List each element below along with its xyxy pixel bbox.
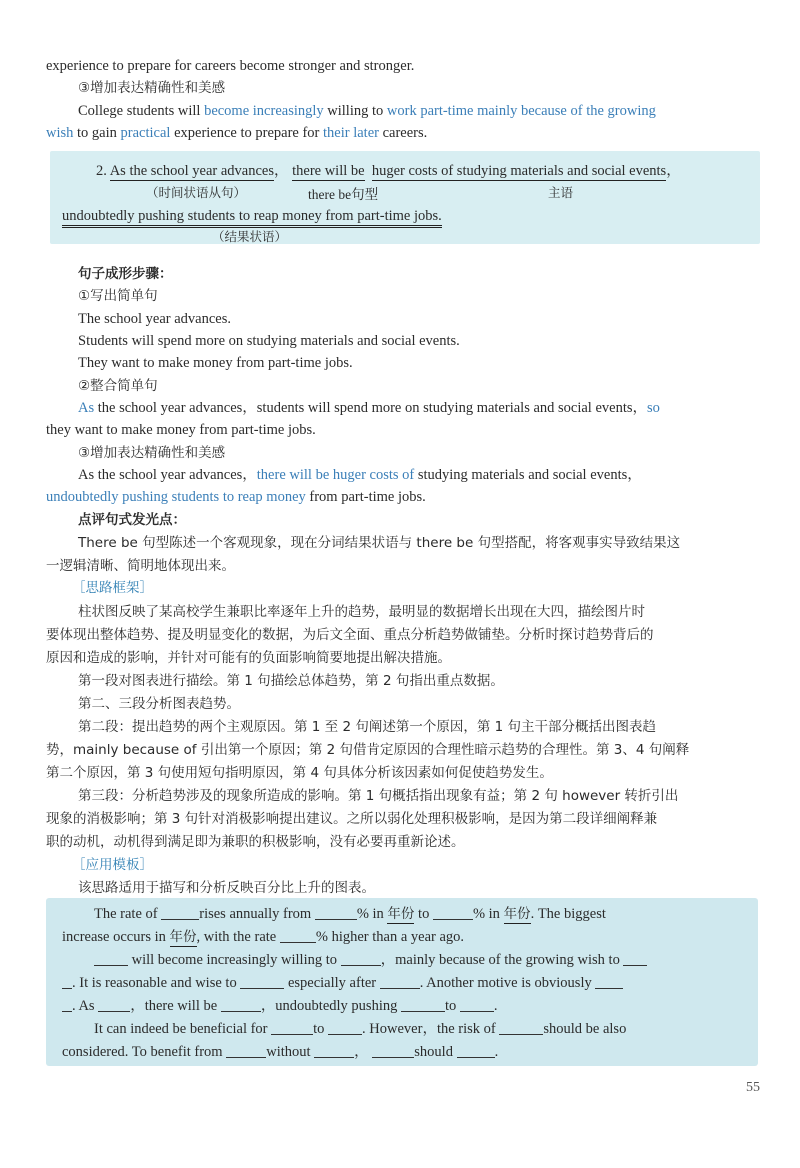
highlight: As	[78, 400, 95, 416]
text: from part-time jobs.	[305, 489, 426, 505]
highlight: become increasingly	[204, 103, 324, 119]
text: As the school year advances，	[78, 467, 257, 483]
blank[interactable]	[372, 1043, 414, 1058]
text: the school year advances，students will spend more on studying materials and social events，	[94, 400, 648, 416]
highlight: practical	[120, 125, 171, 141]
template-line2	[62, 927, 464, 947]
year-placeholder: 年份	[169, 929, 197, 945]
item-number: 2.	[96, 163, 107, 179]
steps-title: 句子成形步骤：	[78, 266, 173, 282]
text: It can indeed be beneficial for	[94, 1021, 268, 1037]
page-number: 55	[746, 1080, 760, 1095]
text: considered. To benefit from	[62, 1044, 223, 1060]
text: willing to	[323, 103, 387, 119]
highlight: work part-time mainly because of the growing	[386, 103, 656, 119]
framework-line: 势，mainly because of 引出第一个原因；第 2 句借肯定原因的合理性暗示趋势的合理性。第 3、4 句阐释	[46, 742, 690, 758]
template-line6	[94, 1019, 626, 1039]
text: , with the rate	[196, 929, 277, 945]
time-clause: As the school year advances	[109, 163, 274, 179]
framework-line: 要体现出整体趋势、提及明显变化的数据，为后文全面、重点分析趋势做铺垫。分析时探讨趋势背后的	[46, 627, 654, 643]
blank[interactable]	[62, 997, 72, 1012]
blank[interactable]	[94, 951, 128, 966]
enhanced-sentence-line2	[46, 487, 426, 507]
template-line5	[62, 996, 498, 1016]
revised-sentence-line2	[46, 123, 427, 143]
blank[interactable]	[62, 974, 72, 989]
text: .	[494, 1044, 499, 1060]
blank[interactable]	[315, 905, 357, 920]
blank[interactable]	[623, 951, 647, 966]
text: College students will	[78, 103, 205, 119]
combined-sentence-line2: they want to make money from part-time jobs.	[46, 422, 316, 438]
blank[interactable]	[401, 997, 445, 1012]
text: increase occurs in	[62, 929, 170, 945]
label-there-be: there be句型	[308, 187, 379, 202]
text: . It is reasonable and wise to	[72, 975, 237, 991]
text-line: experience to prepare for careers become stronger and stronger.	[46, 58, 415, 74]
text: % in	[356, 906, 388, 922]
blank[interactable]	[98, 997, 130, 1012]
framework-line: 第一段对图表进行描绘。第 1 句描绘总体趋势，第 2 句指出重点数据。	[78, 673, 504, 689]
analysis-line1	[96, 161, 681, 181]
text: especially after	[287, 975, 377, 991]
blank[interactable]	[595, 974, 623, 989]
label-time-clause: （时间状语从句）	[146, 185, 247, 200]
text: without	[266, 1044, 311, 1060]
combined-sentence-line1	[78, 398, 660, 418]
blank[interactable]	[328, 1020, 362, 1035]
text: . Another motive is obviously	[419, 975, 592, 991]
template-intro: 该思路适用于描写和分析反映百分比上升的图表。	[78, 880, 375, 896]
text: ，mainly because of the growing wish to	[380, 952, 620, 968]
blank[interactable]	[460, 997, 494, 1012]
template-tag: ［应用模板］	[72, 857, 153, 873]
blank[interactable]	[314, 1043, 354, 1058]
blank[interactable]	[380, 974, 420, 989]
template-line4	[62, 973, 623, 993]
text: to gain	[73, 125, 121, 141]
simple-sentence: The school year advances.	[78, 311, 231, 327]
blank[interactable]	[499, 1020, 543, 1035]
blank[interactable]	[161, 905, 199, 920]
enhanced-sentence-line1	[78, 465, 642, 485]
text: studying materials and social events，	[414, 467, 642, 483]
highlight: undoubtedly pushing students to reap money	[46, 489, 306, 505]
step-heading: ③增加表达精确性和美感	[78, 445, 226, 461]
step-heading: ①写出简单句	[78, 288, 158, 304]
subject-phrase: huger costs of studying materials and social events	[371, 163, 667, 179]
template-line3	[94, 950, 647, 970]
text: .	[493, 998, 498, 1014]
blank[interactable]	[433, 905, 473, 920]
comment-line: 一逻辑清晰、简明地体现出来。	[46, 558, 235, 574]
highlight: wish	[46, 125, 74, 141]
blank[interactable]	[226, 1043, 266, 1058]
highlight: their later	[323, 125, 379, 141]
label-subject: 主语	[548, 185, 574, 200]
template-line7	[62, 1042, 498, 1062]
framework-line: 原因和造成的影响，并针对可能有的负面影响简要地提出解决措施。	[46, 650, 451, 666]
text: The rate of	[94, 906, 158, 922]
text: should be also	[543, 1021, 627, 1037]
text: will become increasingly willing to	[131, 952, 337, 968]
text: ，	[666, 163, 681, 179]
text: careers.	[378, 125, 428, 141]
comment-title: 点评句式发光点：	[78, 512, 186, 528]
blank[interactable]	[221, 997, 261, 1012]
text: experience to prepare for	[170, 125, 324, 141]
text: to	[313, 1021, 325, 1037]
text: . As	[72, 998, 95, 1014]
step-heading: ③增加表达精确性和美感	[78, 80, 226, 96]
template-line1	[94, 904, 606, 924]
revised-sentence-line1	[78, 101, 656, 121]
step-heading: ②整合简单句	[78, 378, 158, 394]
text: . The biggest	[530, 906, 606, 922]
label-result: （结果状语）	[212, 229, 288, 244]
blank[interactable]	[280, 928, 316, 943]
framework-line: 职的动机，动机得到满足即为兼职的积极影响，没有必要再重新论述。	[46, 834, 465, 850]
text: should	[414, 1044, 453, 1060]
comment-line: There be 句型陈述一个客观现象，现在分词结果状语与 there be 句型搭配，将客观事实导致结果这	[78, 535, 681, 551]
highlight: there will be huger costs of	[256, 467, 415, 483]
blank[interactable]	[341, 951, 381, 966]
framework-line: 第二、三段分析图表趋势。	[78, 696, 240, 712]
simple-sentence: They want to make money from part-time jobs.	[78, 355, 353, 371]
analysis-line2	[62, 206, 442, 226]
there-be-clause: there will be	[292, 163, 365, 179]
framework-line: 第二段：提出趋势的两个主观原因。第 1 至 2 句阐述第一个原因，第 1 句主干部分概括出图表趋	[78, 719, 657, 735]
framework-tag: ［思路框架］	[72, 580, 153, 596]
text: % in	[472, 906, 504, 922]
framework-line: 第三段：分析趋势涉及的现象所造成的影响。第 1 句概括指出现象有益；第 2 句 however 转折引出	[78, 788, 679, 804]
blank[interactable]	[240, 974, 284, 989]
blank[interactable]	[457, 1043, 495, 1058]
highlight: so	[647, 400, 660, 416]
text: % higher than a year ago.	[315, 929, 465, 945]
year-placeholder: 年份	[503, 906, 531, 922]
simple-sentence: Students will spend more on studying materials and social events.	[78, 333, 460, 349]
text: ，	[273, 163, 289, 179]
framework-line: 现象的消极影响；第 3 句针对消极影响提出建议。之所以弱化处理积极影响，是因为第二段详细阐释兼	[46, 811, 658, 827]
text: to	[414, 906, 430, 922]
text: ，	[354, 1044, 369, 1060]
framework-line: 第二个原因，第 3 句使用短句指明原因，第 4 句具体分析该因素如何促使趋势发生。	[46, 765, 553, 781]
result-adverbial: undoubtedly pushing students to reap money from part-time jobs.	[62, 208, 442, 228]
text: to	[444, 998, 457, 1014]
text: . However，the risk of	[362, 1021, 496, 1037]
blank[interactable]	[271, 1020, 313, 1035]
framework-line: 柱状图反映了某高校学生兼职比率逐年上升的趋势，最明显的数据增长出现在大四，描绘图片时	[78, 604, 645, 620]
text: ，undoubtedly pushing	[260, 998, 398, 1014]
text: ，there will be	[130, 998, 218, 1014]
text: rises annually from	[199, 906, 312, 922]
year-placeholder: 年份	[387, 906, 415, 922]
